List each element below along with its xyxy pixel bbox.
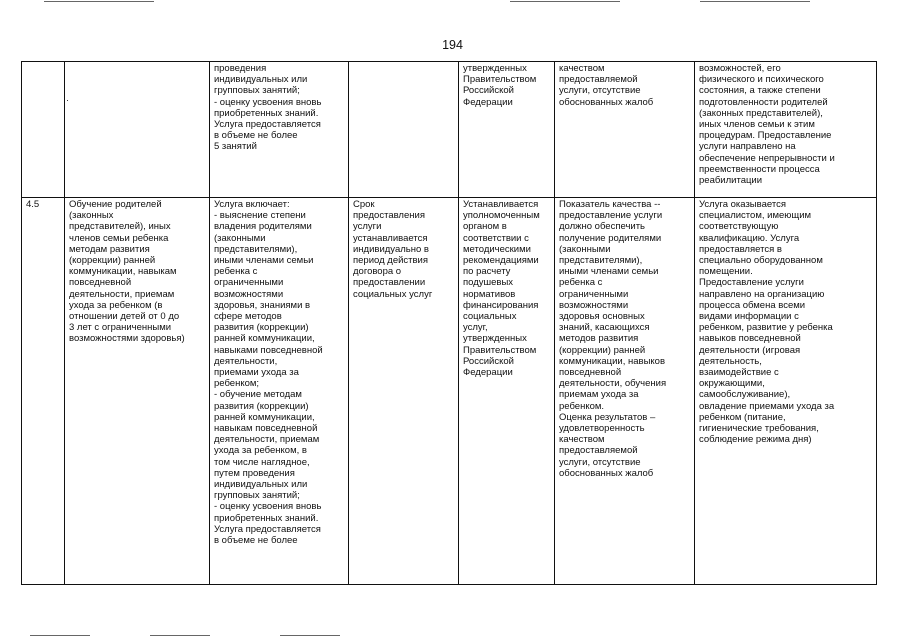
cell-number [22, 62, 65, 198]
cell-number: 4.5 [22, 198, 65, 585]
cell-service-content: Услуга включает: - выяснение степени владения родителями (законными представителями), иными членами семьи ребенка с ограниченными возможностями здоровья, знаниями в сфере методов развития (коррекции) ранней коммуникации, навыками повседневной деятельности, приемами ухода за ребенком; - обучение методам развития (коррекции) ранней коммуникации, навыкам повседневной деятельности, приемам ухода за ребенком, в том числе наглядное, путем проведения индивидуальных или групповых занятий; - оценку усвоения вновь приобретенных знаний. Услуга предоставляется в объеме не более [210, 198, 349, 585]
cell-wrap [69, 63, 206, 197]
scan-dot: · [66, 95, 69, 105]
cell-quality-indicators: качеством предоставляемой услуги, отсутствие обоснованных жалоб [555, 62, 695, 198]
page-number: 194 [442, 38, 463, 52]
cell-service-conditions: Услуга оказывается специалистом, имеющим соответствующую квалификацию. Услуга предоставляется в специально оборудованном помещении. Предоставление услуги направлено на организацию процесса обмена всеми видами информации с ребенком, развитие у ребенка навыков повседневной деятельности (игровая деятельность, взаимодействие с окружающими, самообслуживание), овладение приемами ухода за ребенком (питание, гигиенические требования, соблюдение режима дня) [695, 198, 877, 585]
scan-line-top [700, 1, 810, 2]
scan-line-top [44, 1, 154, 2]
cell-service-name [65, 62, 210, 198]
scan-line-top [510, 1, 620, 2]
cell-service-name: Обучение родителей (законных представителей), иных членов семьи ребенка методам развития (коррекции) ранней коммуникации, навыкам повседневной деятельности, приемам ухода за ребенком (в отношении детей от 0 до 3 лет с ограниченными возможностями здоровья) [65, 198, 210, 585]
cell-service-content: проведения индивидуальных или групповых занятий; - оценку усвоения вновь приобретенных знаний. Услуга предоставляется в объеме не более 5 занятий [210, 62, 349, 198]
cell-service-term: Срок предоставления услуги устанавливается индивидуально в период действия договора о предоставлении социальных услуг [349, 198, 459, 585]
scan-line-bottom [280, 635, 340, 636]
table-row [22, 62, 877, 198]
scan-line-bottom [150, 635, 210, 636]
cell-quality-indicators: Показатель качества -- предоставление услуги должно обеспечить получение родителями (законными представителями), иными членами семьи ребенка с ограниченными возможностями здоровья основных знаний, касающихся методов развития (коррекции) ранней коммуникации, навыков повседневной деятельности, обучения приемам ухода за ребенком. Оценка результатов – удовлетворенность качеством предоставляемой услуги, отсутствие обоснованных жалоб [555, 198, 695, 585]
cell-service-conditions: возможностей, его физического и психического состояния, а также степени подготовленности родителей (законных представителей), иных членов семьи к этим процедурам. Предоставление услуги направлено на обеспечение непрерывности и преемственности процесса реабилитации [695, 62, 877, 198]
scan-line-bottom [30, 635, 90, 636]
table-row [22, 198, 877, 585]
cell-financing-norm: утвержденных Правительством Российской Федерации [459, 62, 555, 198]
cell-service-term [349, 62, 459, 198]
services-table [21, 61, 877, 585]
cell-financing-norm: Устанавливается уполномоченным органом в соответствии с методическими рекомендациями по расчету подушевых нормативов финансирования социальных услуг, утвержденных Правительством Российской Федерации [459, 198, 555, 585]
